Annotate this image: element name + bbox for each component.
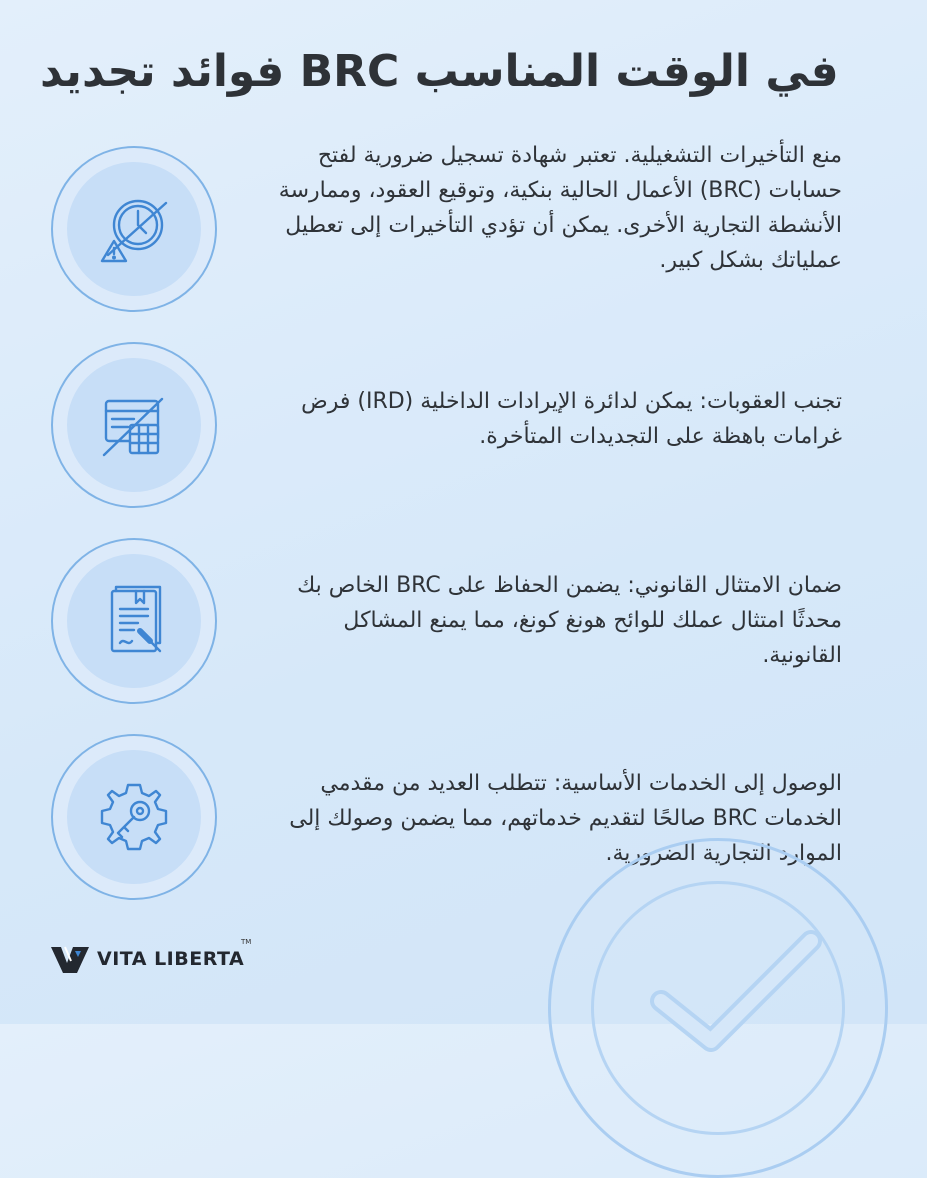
benefit-text: ضمان الامتثال القانوني: يضمن الحفاظ على BRC الخاص بك محدثًا امتثال عملك للوائح هونغ كونغ، مما يمنع المشاكل القانونية. (297, 573, 842, 668)
benefit-item (0, 143, 927, 316)
trademark-mark: TM (241, 938, 252, 946)
clock-warning-icon (94, 189, 174, 269)
benefit-text: تجنب العقوبات: يمكن لدائرة الإيرادات الداخلية (IRD) فرض غرامات باهظة على التجديدات المتأخرة. (301, 389, 842, 449)
gear-key-icon (94, 777, 174, 857)
brand-logo (51, 938, 252, 974)
benefit-text: منع التأخيرات التشغيلية. تعتبر شهادة تسجيل ضرورية لفتح حسابات (BRC) الأعمال الحالية بنكية، وتوقيع العقود، وممارسة الأنشطة التجارية الأخرى. يمكن أن تؤدي التأخيرات إلى تعطيل عملياتك بشكل كبير. (278, 143, 842, 273)
icon-circle (51, 146, 217, 312)
icon-circle (51, 734, 217, 900)
decorative-check-circle (548, 838, 888, 1178)
calculator-crossed-icon (94, 385, 174, 465)
vita-liberta-logo-icon (51, 945, 89, 973)
logo-text: VITA LIBERTA (97, 948, 245, 970)
icon-circle (51, 342, 217, 508)
benefit-text: الوصول إلى الخدمات الأساسية: تتطلب العديد من مقدمي الخدمات BRC صالحًا لتقديم خدماتهم، مما يضمن وصولك إلى الموارد التجارية الضرورية. (289, 771, 842, 866)
benefit-item (0, 538, 927, 708)
legal-document-gavel-icon (94, 581, 174, 661)
checkmark-icon (631, 911, 851, 1071)
icon-circle (51, 538, 217, 704)
page-title: في الوقت المناسب BRC فوائد تجديد (40, 46, 839, 97)
benefit-item (0, 342, 927, 512)
